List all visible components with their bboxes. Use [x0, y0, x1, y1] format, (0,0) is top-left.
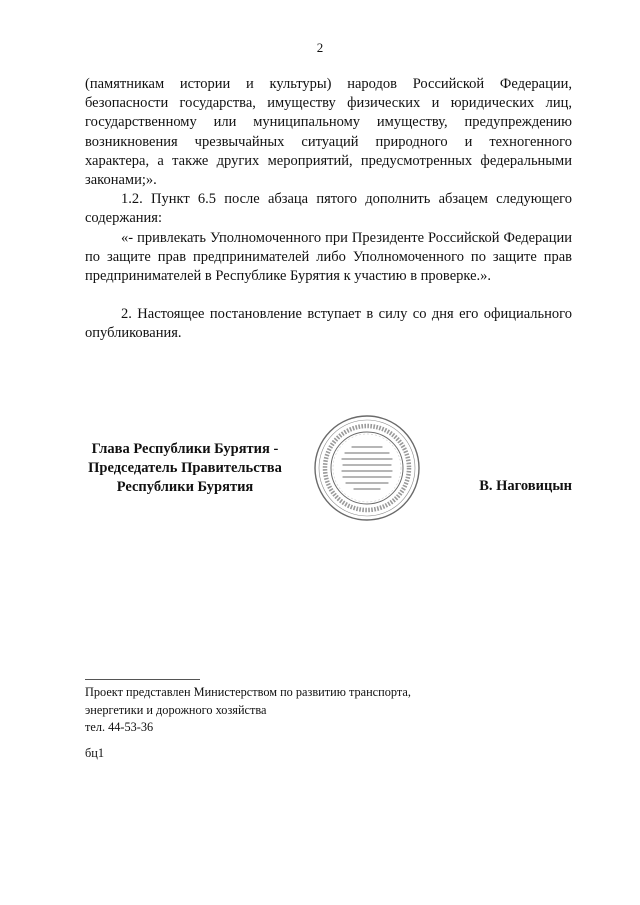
signature-title-line: Председатель Правительства	[88, 460, 282, 476]
paragraph-continuation: (памятникам истории и культуры) народов Российской Федерации, безопасности государства, имуществу физических и юридических лиц, государственному или муниципальному имуществу, предупреждению возникновения чрезвычайных ситуаций природного и техногенного характера, а также других мероприятий, предусмотренных федеральными законами;».	[85, 76, 572, 189]
footer-line: энергетики и дорожного хозяйства	[85, 702, 267, 717]
signature-title-block	[85, 440, 285, 497]
page-number: 2	[316, 40, 324, 55]
paragraph-item-2: 2. Настоящее постановление вступает в силу со дня его официального опубликования.	[85, 306, 572, 342]
footer-line: Проект представлен Министерством по развитию транспорта,	[85, 685, 411, 699]
footer-divider	[85, 679, 200, 680]
official-seal-stamp	[312, 413, 422, 523]
signature-title-line: Глава Республики Бурятия -	[91, 441, 279, 457]
footer-line: тел. 44-53-36	[85, 720, 154, 734]
paragraph-quoted-addition: «- привлекать Уполномоченного при Президенте Российской Федерации по защите прав предпринимателей либо Уполномоченного по защите прав предпринимателей в Республике Бурятия к участию в проверке.».	[85, 229, 572, 285]
signer-name: В. Наговицын	[479, 478, 572, 494]
signature-title-line: Республики Бурятия	[116, 479, 254, 495]
paragraph-item-1-2: 1.2. Пункт 6.5 после абзаца пятого дополнить абзацем следующего содержания:	[85, 191, 572, 227]
footer-note	[85, 684, 411, 762]
document-body	[85, 75, 572, 344]
document-code: бц1	[85, 745, 104, 760]
